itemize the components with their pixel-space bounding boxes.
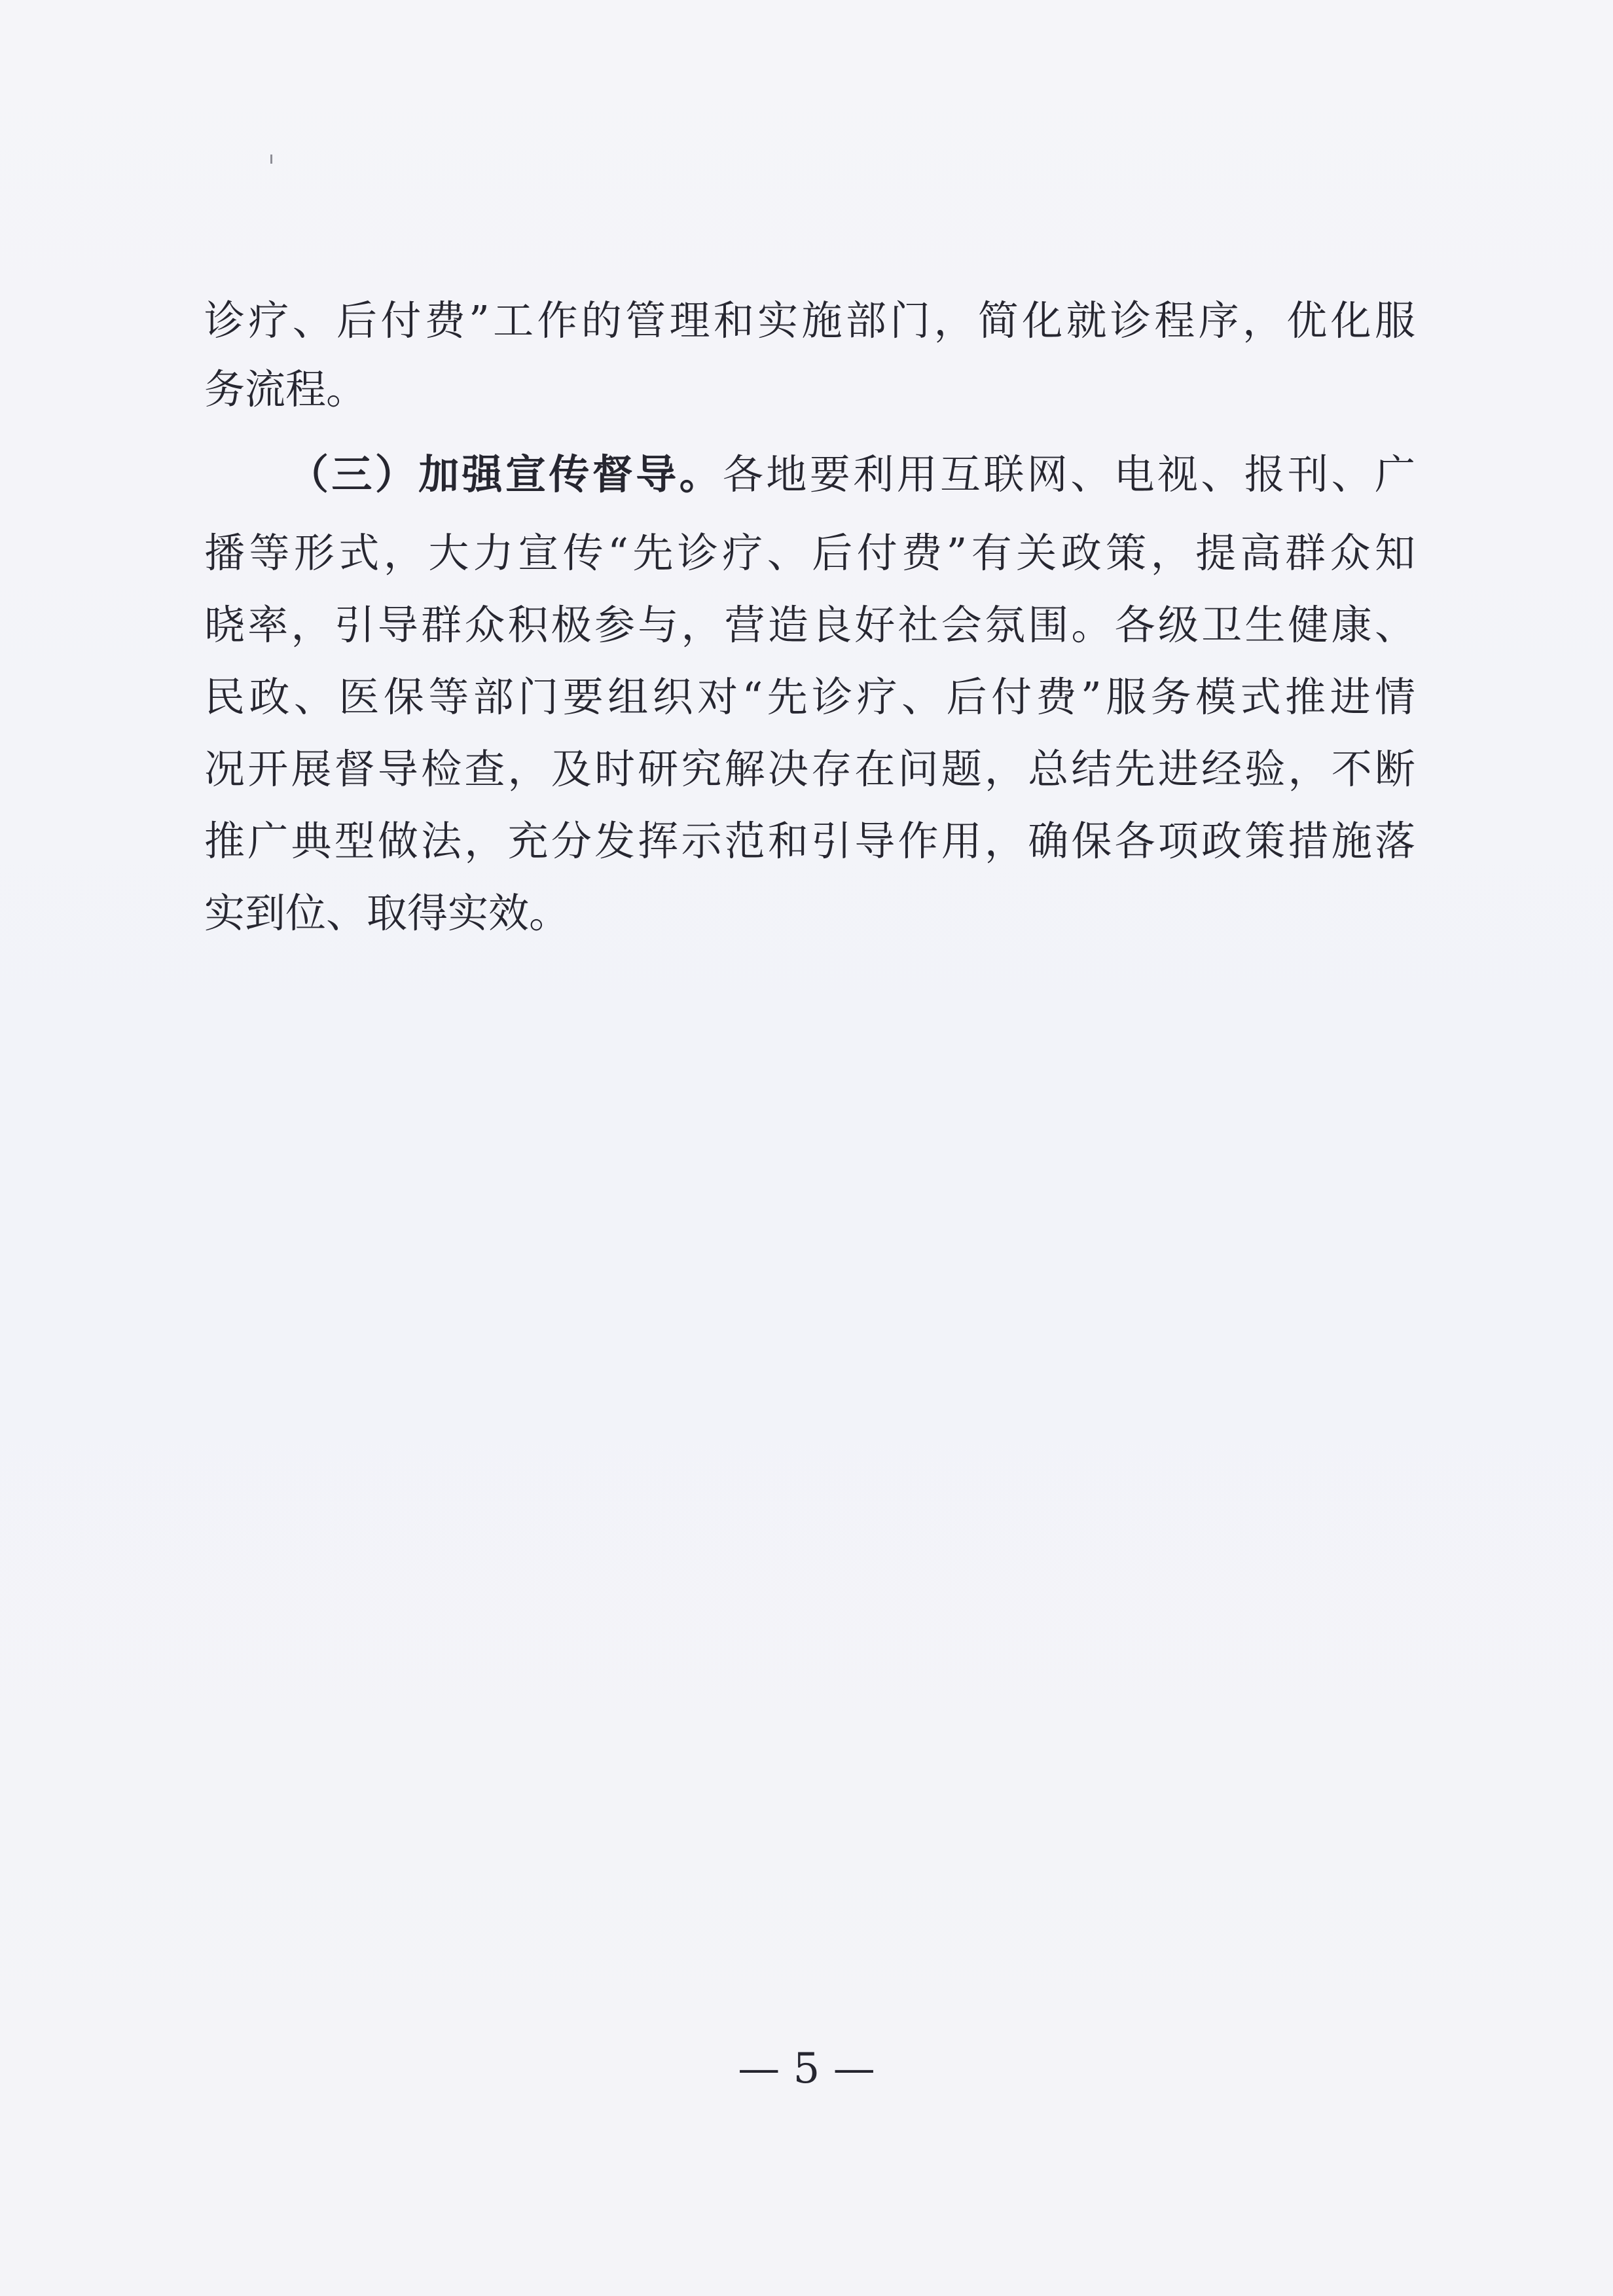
scan-speck [270, 155, 272, 164]
paragraph-line: 推广典型做法，充分发挥示范和引导作用，确保各项政策措施落 [204, 817, 1415, 865]
paragraph-line: 务流程。 [204, 365, 367, 413]
paragraph-line: 实到位、取得实效。 [204, 889, 570, 937]
paragraph-line: 民政、医保等部门要组织对“先诊疗、后付费”服务模式推进情 [204, 673, 1415, 721]
paragraph-line: 播等形式，大力宣传“先诊疗、后付费”有关政策，提高群众知 [204, 529, 1415, 577]
paragraph-line: 况开展督导检查，及时研究解决存在问题，总结先进经验，不断 [204, 745, 1415, 793]
section-heading-line [288, 445, 1415, 504]
page-number: — 5 — [738, 2045, 875, 2093]
paragraph-line: 晓率，引导群众积极参与，营造良好社会氛围。各级卫生健康、 [204, 601, 1415, 649]
section-body-start: 各地要利用互联网、电视、报刊、广 [723, 450, 1415, 498]
section-heading: （三）加强宣传督导。 [288, 450, 723, 498]
paragraph-line: 诊疗、后付费”工作的管理和实施部门，简化就诊程序，优化服 [204, 297, 1415, 344]
